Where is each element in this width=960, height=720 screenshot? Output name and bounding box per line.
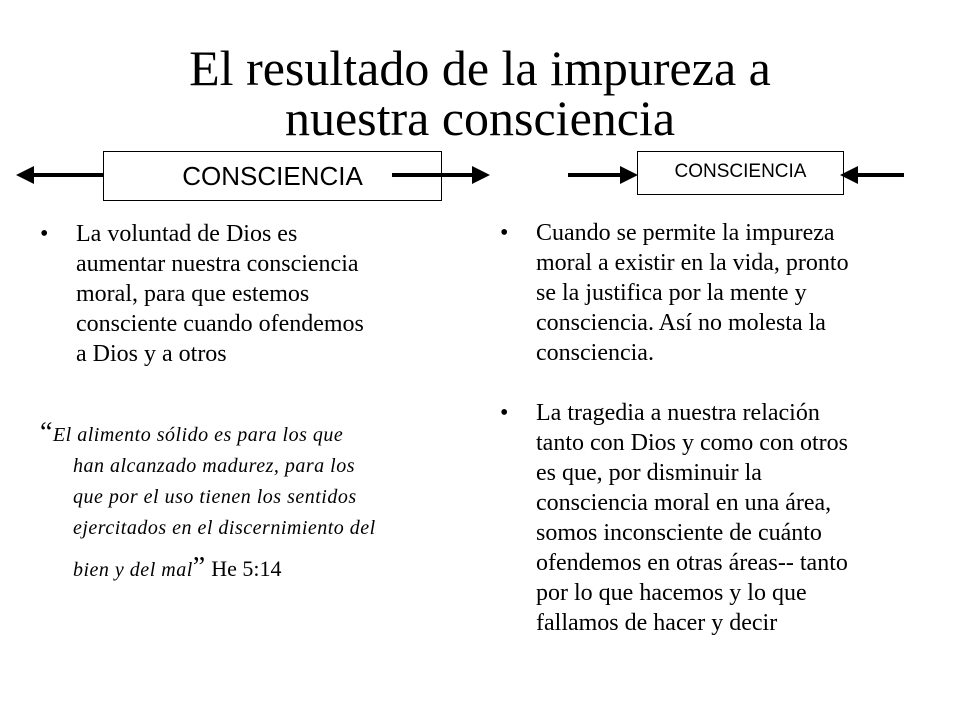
title-line-1: El resultado de la impureza a xyxy=(189,40,771,96)
left-bullet-line: La voluntad de Dios es xyxy=(76,221,298,247)
right-bullet-line: somos inconsciente de cuánto xyxy=(536,520,822,546)
scripture-reference: He 5:14 xyxy=(211,556,282,581)
inward-arrow-left-shaft xyxy=(568,173,622,177)
left-arrow-shaft xyxy=(30,173,106,177)
right-bullet-line: consciencia. Así no molesta la xyxy=(536,310,826,336)
right-bullet-line: se la justifica por la mente y xyxy=(536,280,807,306)
scripture-quote xyxy=(40,417,480,586)
open-quote-mark: “ xyxy=(40,417,53,448)
left-bullet-line: a Dios y a otros xyxy=(76,341,227,367)
right-bullet-line: Cuando se permite la impureza xyxy=(536,220,835,246)
right-bullet-line: es que, por disminuir la xyxy=(536,460,762,486)
bullet-dot: • xyxy=(40,221,49,247)
left-bullet-line: aumentar nuestra consciencia xyxy=(76,251,359,277)
right-bullet-line: por lo que hacemos y lo que xyxy=(536,580,807,606)
left-bullet xyxy=(40,219,456,369)
close-quote-mark: ” xyxy=(192,552,206,583)
right-bullet-2 xyxy=(500,398,936,638)
conscience-box-large: CONSCIENCIA xyxy=(103,151,442,201)
right-bullet-line: ofendemos en otras áreas-- tanto xyxy=(536,550,848,576)
inward-arrow-right-shaft xyxy=(856,173,904,177)
right-bullet-line: tanto con Dios y como con otros xyxy=(536,430,848,456)
bullet-dot: • xyxy=(500,220,509,246)
left-bullet-line: moral, para que estemos xyxy=(76,281,310,307)
title-line-2: nuestra consciencia xyxy=(284,90,676,146)
inward-arrowhead-right-icon xyxy=(620,166,638,184)
right-bullet-line: consciencia moral en una área, xyxy=(536,490,832,516)
quote-line: que por el uso tienen los sentidos xyxy=(73,486,357,508)
right-arrow-shaft xyxy=(392,173,474,177)
quote-line: ejercitados en el discernimiento del xyxy=(73,517,376,539)
right-bullet-line: fallamos de hacer y decir xyxy=(536,610,778,636)
right-bullet-line: moral a existir en la vida, pronto xyxy=(536,250,849,276)
left-bullet-line: consciente cuando ofendemos xyxy=(76,311,364,337)
bullet-dot: • xyxy=(500,400,509,426)
left-arrowhead-icon xyxy=(16,166,34,184)
right-arrowhead-icon xyxy=(472,166,490,184)
right-bullet-line: consciencia. xyxy=(536,340,654,366)
quote-line: El alimento sólido es para los que xyxy=(52,424,344,446)
quote-line: han alcanzado madurez, para los xyxy=(73,455,355,477)
right-bullet-line: La tragedia a nuestra relación xyxy=(536,400,820,426)
conscience-box-small: CONSCIENCIA xyxy=(637,151,844,195)
quote-line: bien y del mal xyxy=(73,559,193,581)
right-bullet-1 xyxy=(500,218,936,368)
